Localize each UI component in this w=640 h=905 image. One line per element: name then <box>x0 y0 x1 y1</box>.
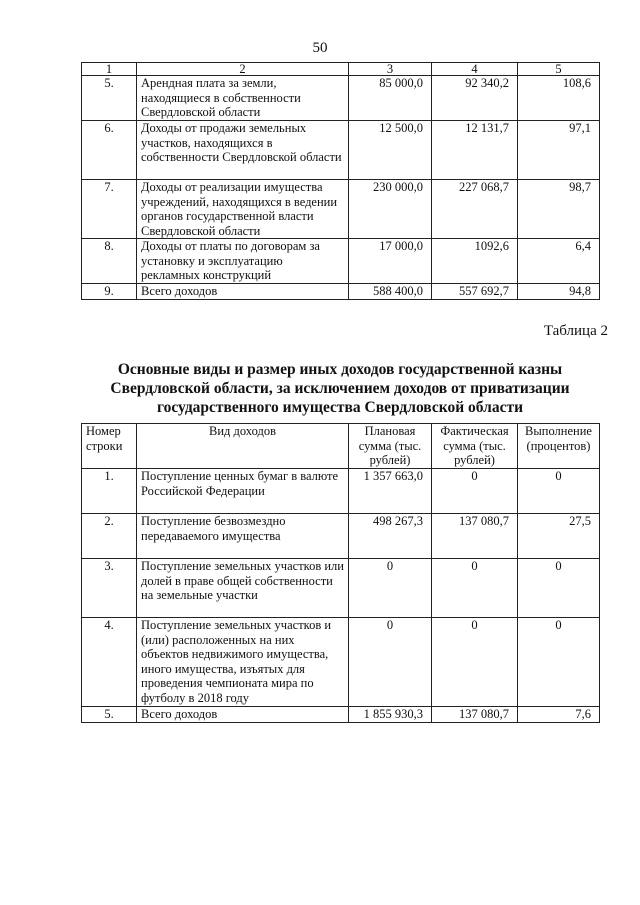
plan-amount: 0 <box>349 618 432 707</box>
completion-percent: 0 <box>518 469 600 514</box>
income-type: Всего доходов <box>137 707 349 723</box>
income-type: Арендная плата за земли, находящиеся в собственности Свердловской области <box>137 76 349 121</box>
header-actual-amount: Фактическая сумма (тыс. рублей) <box>432 424 518 469</box>
table-title: Основные виды и размер иных доходов государственной казны Свердловской области, за исключением доходов от приватизации государственного имущества Свердловской области <box>110 361 570 416</box>
column-number: 1 <box>82 63 137 76</box>
page-number: 50 <box>312 40 328 56</box>
income-type: Поступление земельных участков и (или) расположенных на них объектов недвижимого имущества, иного имущества, изъятых для проведения чемпионата мира по футболу в 2018 году <box>137 618 349 707</box>
income-type: Доходы от реализации имущества учреждений, находящихся в ведении органов государственной власти Свердловской области <box>137 180 349 239</box>
revenue-table-continued <box>81 62 600 300</box>
actual-amount: 1092,6 <box>432 239 518 284</box>
completion-percent: 6,4 <box>518 239 600 284</box>
table-row <box>82 559 600 618</box>
income-type: Поступление ценных бумаг в валюте Российской Федерации <box>137 469 349 514</box>
table-row <box>82 514 600 559</box>
row-number: 6. <box>82 121 137 180</box>
row-number: 3. <box>82 559 137 618</box>
table-row <box>82 239 600 284</box>
income-type: Поступление земельных участков или долей в праве общей собственности на земельные участки <box>137 559 349 618</box>
header-plan-amount: Плановая сумма (тыс. рублей) <box>349 424 432 469</box>
row-number: 8. <box>82 239 137 284</box>
plan-amount: 230 000,0 <box>349 180 432 239</box>
header-completion: Выполнение (процентов) <box>518 424 600 469</box>
table-row <box>82 121 600 180</box>
income-type: Всего доходов <box>137 284 349 300</box>
actual-amount: 0 <box>432 469 518 514</box>
treasury-income-table <box>81 423 600 723</box>
row-number: 9. <box>82 284 137 300</box>
actual-amount: 137 080,7 <box>432 514 518 559</box>
table-header-row <box>82 424 600 469</box>
income-type: Доходы от платы по договорам за установку и эксплуатацию рекламных конструкций <box>137 239 349 284</box>
row-number: 2. <box>82 514 137 559</box>
completion-percent: 97,1 <box>518 121 600 180</box>
completion-percent: 94,8 <box>518 284 600 300</box>
actual-amount: 227 068,7 <box>432 180 518 239</box>
income-type: Поступление безвозмездно передаваемого имущества <box>137 514 349 559</box>
table-row <box>82 180 600 239</box>
actual-amount: 137 080,7 <box>432 707 518 723</box>
plan-amount: 1 357 663,0 <box>349 469 432 514</box>
plan-amount: 0 <box>349 559 432 618</box>
column-number-row <box>82 63 600 76</box>
table-row-total <box>82 707 600 723</box>
completion-percent: 7,6 <box>518 707 600 723</box>
table-label: Таблица 2 <box>543 323 608 339</box>
income-type: Доходы от продажи земельных участков, находящихся в собственности Свердловской области <box>137 121 349 180</box>
row-number: 5. <box>82 707 137 723</box>
column-number: 3 <box>349 63 432 76</box>
plan-amount: 85 000,0 <box>349 76 432 121</box>
header-income-type: Вид доходов <box>137 424 349 469</box>
completion-percent: 27,5 <box>518 514 600 559</box>
plan-amount: 498 267,3 <box>349 514 432 559</box>
table-row-total <box>82 284 600 300</box>
completion-percent: 0 <box>518 618 600 707</box>
column-number: 2 <box>137 63 349 76</box>
plan-amount: 12 500,0 <box>349 121 432 180</box>
completion-percent: 98,7 <box>518 180 600 239</box>
row-number: 1. <box>82 469 137 514</box>
row-number: 5. <box>82 76 137 121</box>
completion-percent: 0 <box>518 559 600 618</box>
column-number: 5 <box>518 63 600 76</box>
row-number: 7. <box>82 180 137 239</box>
header-row-number: Номер строки <box>82 424 137 469</box>
plan-amount: 1 855 930,3 <box>349 707 432 723</box>
table-row <box>82 76 600 121</box>
column-number: 4 <box>432 63 518 76</box>
plan-amount: 17 000,0 <box>349 239 432 284</box>
actual-amount: 12 131,7 <box>432 121 518 180</box>
table-row <box>82 469 600 514</box>
completion-percent: 108,6 <box>518 76 600 121</box>
plan-amount: 588 400,0 <box>349 284 432 300</box>
table-row <box>82 618 600 707</box>
actual-amount: 0 <box>432 559 518 618</box>
actual-amount: 92 340,2 <box>432 76 518 121</box>
actual-amount: 557 692,7 <box>432 284 518 300</box>
actual-amount: 0 <box>432 618 518 707</box>
row-number: 4. <box>82 618 137 707</box>
